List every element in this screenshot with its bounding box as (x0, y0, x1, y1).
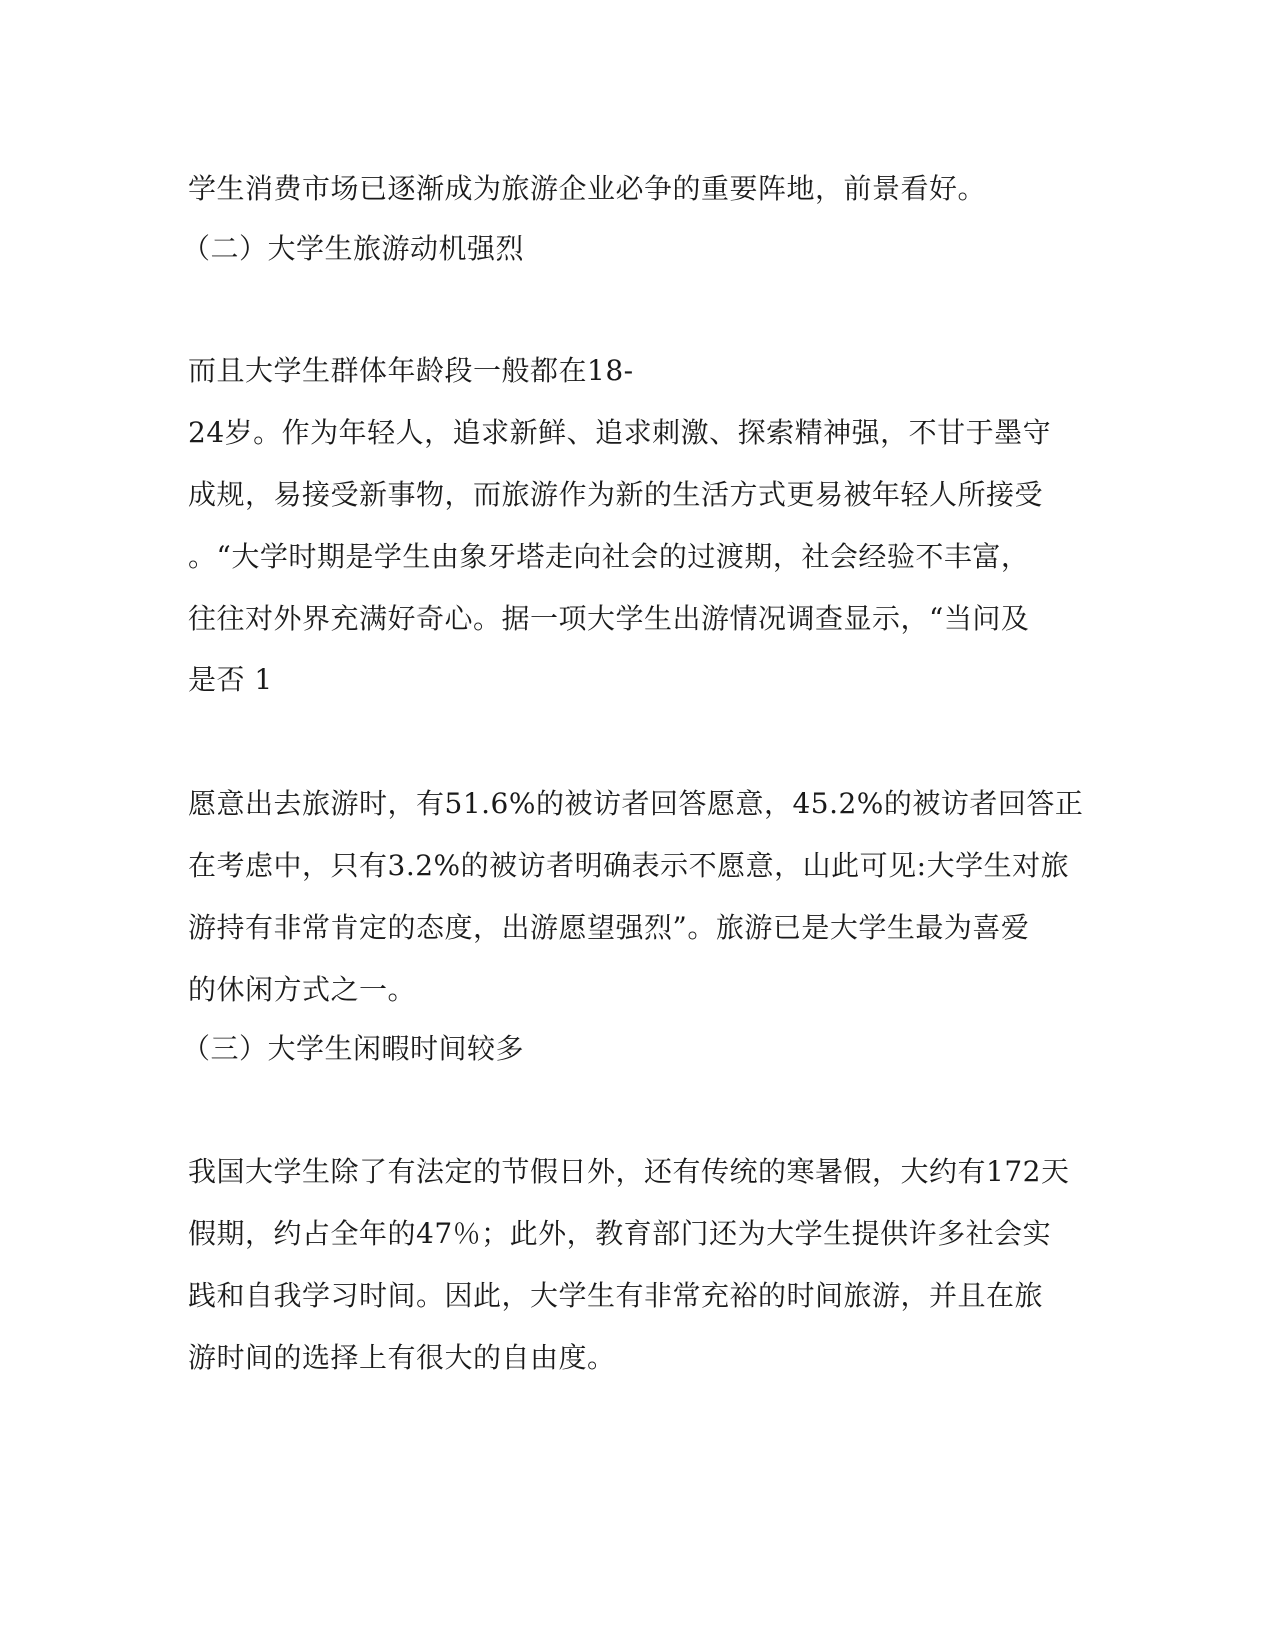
paragraph-line: 践和自我学习时间。因此，大学生有非常充裕的时间旅游，并且在旅 (188, 1279, 1044, 1312)
paragraph-line: 假期，约占全年的47％；此外，教育部门还为大学生提供许多社会实 (188, 1217, 1052, 1250)
paragraph-line: 游持有非常肯定的态度，出游愿望强烈”。旅游已是大学生最为喜爱 (188, 911, 1030, 944)
paragraph-line: 。“大学时期是学生由象牙塔走向社会的过渡期，社会经验不丰富， (188, 540, 1030, 573)
section-heading: （三）大学生闲暇时间较多 (182, 1032, 525, 1065)
paragraph-line: 学生消费市场已逐渐成为旅游企业必争的重要阵地，前景看好。 (188, 172, 987, 205)
paragraph-line: 的休闲方式之一。 (188, 973, 417, 1006)
paragraph-line: 而且大学生群体年龄段一般都在18- (188, 354, 634, 387)
paragraph-line: 是否 1 (188, 663, 273, 696)
paragraph-line: 成规，易接受新事物，而旅游作为新的生活方式更易被年轻人所接受 (188, 478, 1044, 511)
paragraph-line: 愿意出去旅游时，有51.6%的被访者回答愿意，45.2%的被访者回答正 (188, 787, 1084, 820)
paragraph-line: 游时间的选择上有很大的自由度。 (188, 1341, 616, 1374)
paragraph-line: 在考虑中，只有3.2%的被访者明确表示不愿意，山此可见:大学生对旅 (188, 849, 1070, 882)
paragraph-line: 往往对外界充满好奇心。据一项大学生出游情况调查显示，“当问及 (188, 602, 1030, 635)
section-heading: （二）大学生旅游动机强烈 (182, 232, 525, 265)
paragraph-line: 24岁。作为年轻人，追求新鲜、追求刺激、探索精神强，不甘于墨守 (188, 416, 1052, 449)
paragraph-line: 我国大学生除了有法定的节假日外，还有传统的寒暑假，大约有172天 (188, 1155, 1070, 1188)
